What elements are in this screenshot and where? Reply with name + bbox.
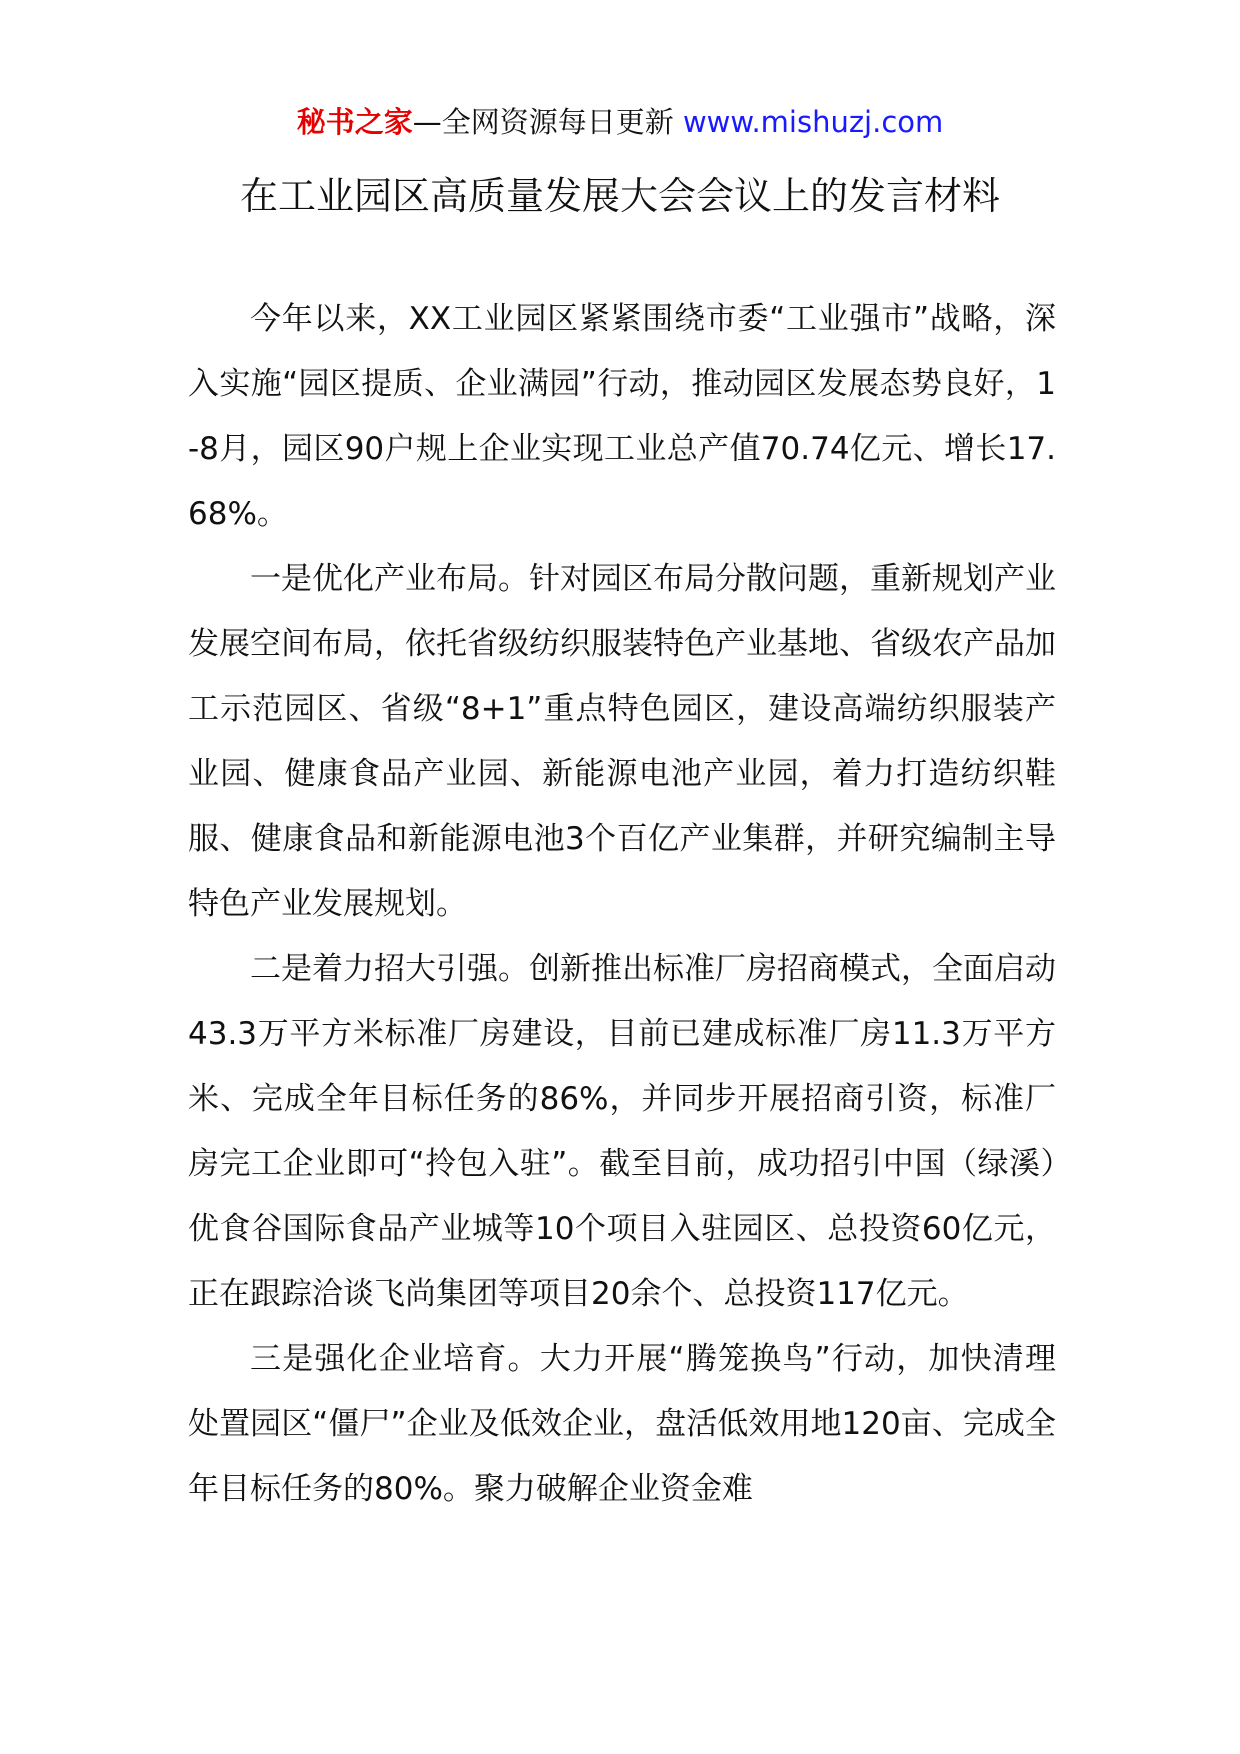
- document-title: 在工业园区高质量发展大会会议上的发言材料: [239, 174, 1000, 218]
- document-body: [188, 287, 1056, 1522]
- paragraph-intro: 今年以来，XX工业园区紧紧围绕市委“工业强市”战略，深入实施“园区提质、企业满园”行动，推动园区发展态势良好，1-8月，园区90户规上企业实现工业总产值70.74亿元、增长17.68%。: [188, 301, 1056, 532]
- site-header: [0, 102, 1240, 142]
- header-tagline: —全网资源每日更新: [412, 105, 683, 139]
- paragraph-investment: 二是着力招大引强。创新推出标准厂房招商模式，全面启动43.3万平方米标准厂房建设，目前已建成标准厂房11.3万平方米、完成全年目标任务的86%，并同步开展招商引资，标准厂房完工企业即可“拎包入驻”。截至目前，成功招引中国（绿溪）优食谷国际食品产业城等10个项目入驻园区、总投资60亿元，正在跟踪洽谈飞尚集团等项目20余个、总投资117亿元。: [188, 951, 1056, 1312]
- brand-name: 秘书之家: [296, 105, 413, 139]
- paragraph-enterprise-cultivation: 三是强化企业培育。大力开展“腾笼换鸟”行动，加快清理处置园区“僵尸”企业及低效企业，盘活低效用地120亩、完成全年目标任务的80%。聚力破解企业资金难: [188, 1341, 1056, 1507]
- paragraph-industry-layout: 一是优化产业布局。针对园区布局分散问题，重新规划产业发展空间布局，依托省级纺织服装特色产业基地、省级农产品加工示范园区、省级“8+1”重点特色园区，建设高端纺织服装产业园、健康食品产业园、新能源电池产业园，着力打造纺织鞋服、健康食品和新能源电池3个百亿产业集群，并研究编制主导特色产业发展规划。: [188, 561, 1056, 922]
- site-url-link[interactable]: www.mishuzj.com: [682, 105, 944, 139]
